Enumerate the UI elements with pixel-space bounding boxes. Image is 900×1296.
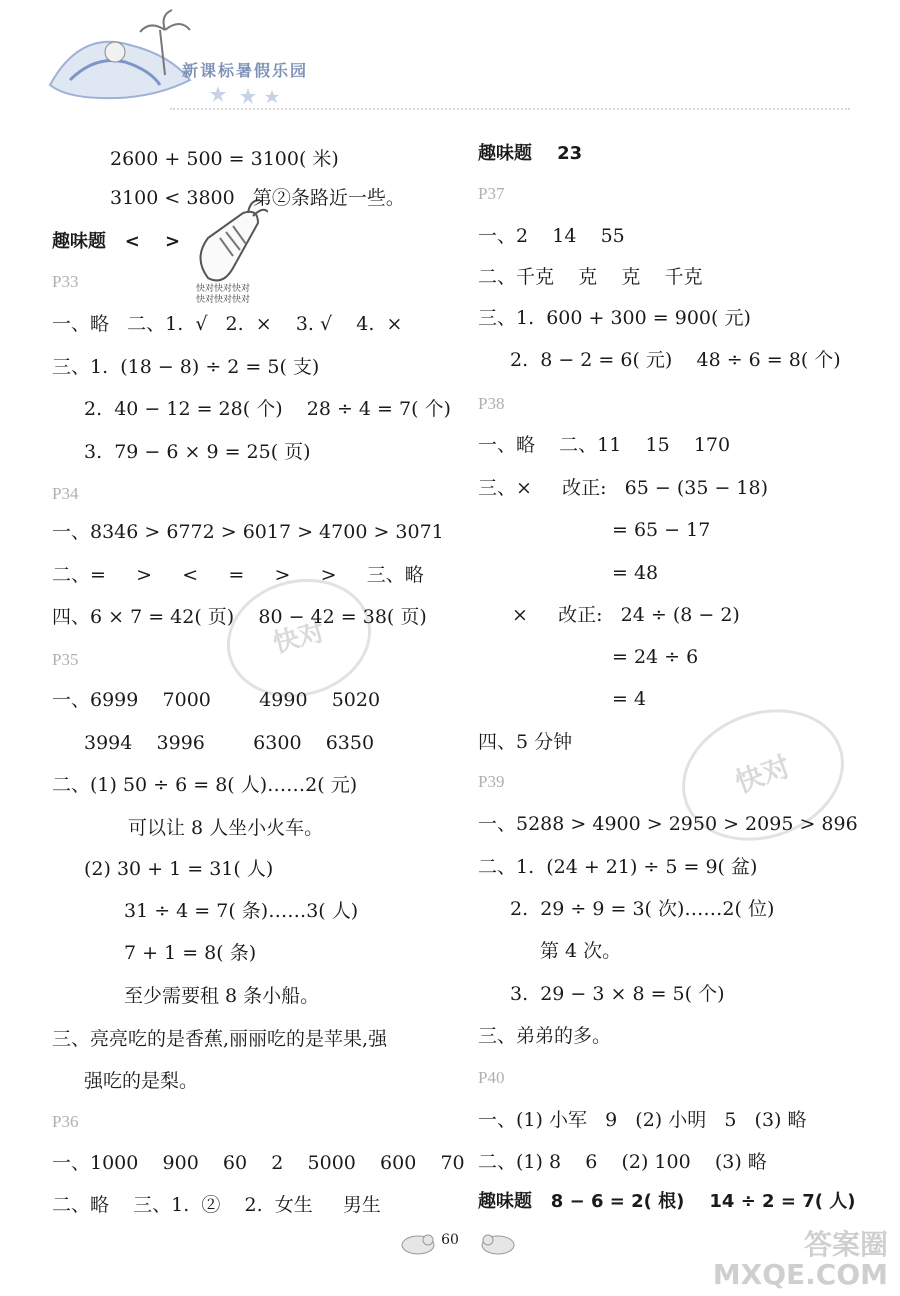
answer-line: 一、略 二、1. √ 2. × 3. √ 4. × [52,313,403,335]
answer-line: 二、1. (24 + 21) ÷ 5 = 9( 盆) [478,856,758,878]
answer-line: 二、(1) 50 ÷ 6 = 8( 人)……2( 元) [52,774,358,796]
page-number: 60 [441,1232,459,1248]
answer-line: 2. 29 ÷ 9 = 3( 次)……2( 位) [510,898,775,920]
answer-line: P34 [52,484,79,503]
answer-line: 一、6999 7000 4990 5020 [52,689,381,711]
answer-line: 至少需要租 8 条小船。 [124,985,320,1007]
answer-line: = 24 ÷ 6 [612,646,699,668]
answer-line: P35 [52,650,79,669]
answer-line: P36 [52,1112,79,1131]
header-divider [170,108,850,110]
answer-line: 趣味题 8 − 6 = 2( 根) 14 ÷ 2 = 7( 人) [478,1191,856,1212]
answer-line: 四、6 × 7 = 42( 页) 80 − 42 = 38( 页) [52,606,427,628]
answer-line: 一、略 二、11 15 170 [478,434,731,456]
header-illustration-icon [40,0,220,110]
answer-line: 3100 < 3800 第②条路近一些。 [110,187,405,209]
answer-line: 3. 29 − 3 × 8 = 5( 个) [510,983,725,1005]
answer-line: P33 [52,272,79,291]
answer-line: 强吃的是梨。 [84,1070,199,1092]
answer-line: 第 4 次。 [540,940,622,962]
header-title: 新课标暑假乐园 [182,61,309,80]
answer-line: 2. 40 − 12 = 28( 个) 28 ÷ 4 = 7( 个) [84,398,451,420]
answer-line: 三、亮亮吃的是香蕉,丽丽吃的是苹果,强 [52,1028,388,1050]
answer-line: 趣味题 < > [52,231,181,252]
answer-line: 可以让 8 人坐小火车。 [128,817,324,839]
answer-line: 3994 3996 6300 6350 [84,732,375,754]
watermark-stamp-left: 快对 [213,563,384,713]
answer-line: 三、1. (18 − 8) ÷ 2 = 5( 支) [52,356,320,378]
answer-line: 一、1000 900 60 2 5000 600 70 [52,1152,465,1174]
answer-line: 四、5 分钟 [478,731,573,753]
answer-line: 二、千克 克 克 千克 [478,266,703,288]
answer-line: = 4 [612,688,647,710]
answer-line: 2600 + 500 = 3100( 米) [110,148,339,170]
page-header [0,0,900,110]
answer-line: P39 [478,772,505,791]
bird-icon-right [478,1230,518,1256]
answer-line: P38 [478,394,505,413]
carrot-icon [188,198,268,288]
answer-line: 趣味题 23 [478,143,583,164]
answer-line: 三、× 改正: 65 − (35 − 18) [478,477,768,499]
answer-line: P37 [478,184,505,203]
answer-line: 一、8346 > 6772 > 6017 > 4700 > 3071 [52,521,444,543]
answer-line: 三、弟弟的多。 [478,1025,612,1047]
answer-line: (2) 30 + 1 = 31( 人) [84,858,274,880]
answer-line: 7 + 1 = 8( 条) [124,942,257,964]
answer-line: 31 ÷ 4 = 7( 条)……3( 人) [124,900,359,922]
answer-line: 二、略 三、1. ② 2. 女生 男生 [52,1194,381,1216]
answer-line: P40 [478,1068,505,1087]
answer-line: 一、2 14 55 [478,225,625,247]
answer-line: 一、(1) 小军 9 (2) 小明 5 (3) 略 [478,1109,807,1131]
answer-line: 3. 79 − 6 × 9 = 25( 页) [84,441,311,463]
answer-line: = 48 [612,562,659,584]
answer-line: = 65 − 17 [612,519,711,541]
answer-line: 二、= > < = > > 三、略 [52,564,424,586]
answer-line: 2. 8 − 2 = 6( 元) 48 ÷ 6 = 8( 个) [510,349,841,371]
answer-line: 一、5288 > 4900 > 2950 > 2095 > 896 [478,813,858,835]
answer-line: 三、1. 600 + 300 = 900( 元) [478,307,751,329]
watermark-small-text: 快对快对快对 快对快对快对 [196,284,251,305]
site-watermark: 答案圈 MXQE.COM [712,1228,888,1291]
answer-line: × 改正: 24 ÷ (8 − 2) [512,604,740,626]
answer-line: 二、(1) 8 6 (2) 100 (3) 略 [478,1151,767,1173]
stars-icon [210,84,310,108]
watermark-stamp-right: 快对 [663,687,862,862]
